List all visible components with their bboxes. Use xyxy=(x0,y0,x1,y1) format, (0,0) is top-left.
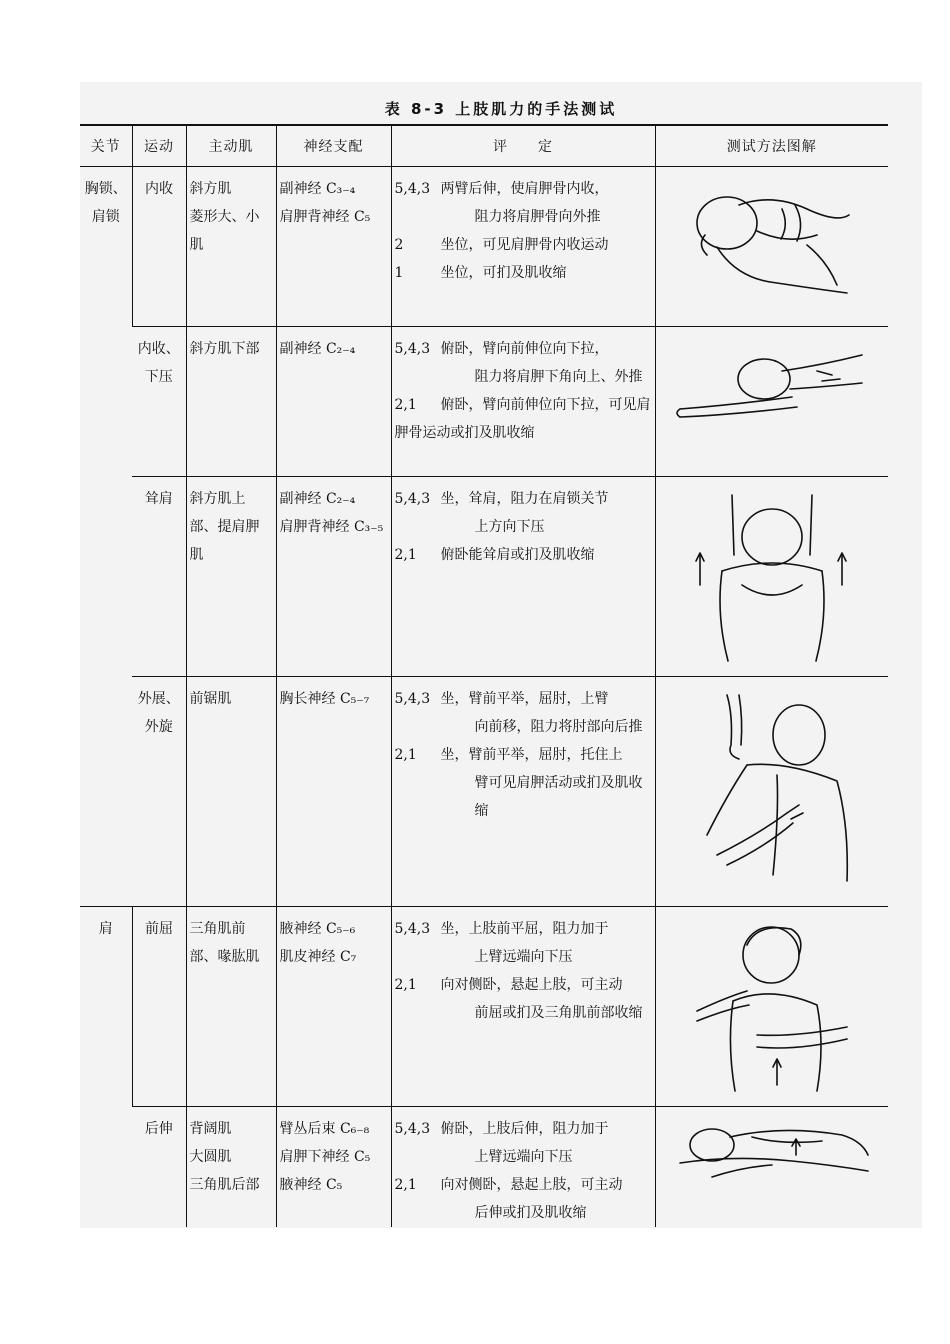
nerve-cell: 副神经 C₃₋₄ 肩胛背神经 C₅ xyxy=(276,167,391,327)
joint-cell: 肩 xyxy=(80,907,132,1228)
motion-cell: 外展、外旋 xyxy=(132,677,186,907)
grade-label: 2,1 xyxy=(394,977,417,993)
nerve-cell: 臂丛后束 C₆₋₈ 肩胛下神经 C₅ 腋神经 C₅ xyxy=(276,1107,391,1228)
illustration-cell xyxy=(655,1107,888,1228)
nerve-cell: 副神经 C₂₋₄ xyxy=(276,327,391,477)
header-prime-mover: 主动肌 xyxy=(186,125,276,167)
grade-label: 5,4,3 xyxy=(394,691,431,707)
header-evaluation: 评 定 xyxy=(391,125,655,167)
motion-cell: 耸肩 xyxy=(132,477,186,677)
evaluation-cell xyxy=(391,907,655,1107)
evaluation-text: 俯卧，臂向前伸位向下拉，可见肩胛骨运动或扪及肌收缩 xyxy=(394,397,651,441)
motion-cell: 内收 xyxy=(132,167,186,327)
muscle-test-table xyxy=(80,124,888,1227)
nerve-cell: 副神经 C₂₋₄ 肩胛背神经 C₃₋₅ xyxy=(276,477,391,677)
table-title: 表 8-3 上肢肌力的手法测试 xyxy=(384,100,618,118)
muscle-cell: 斜方肌 菱形大、小肌 xyxy=(186,167,276,327)
evaluation-cell xyxy=(391,1107,655,1228)
evaluation-text-cont: 上臂远端向下压 xyxy=(474,1149,573,1165)
illustration-cell xyxy=(655,327,888,477)
table-row xyxy=(80,1107,888,1228)
motion-cell: 后伸 xyxy=(132,1107,186,1228)
motion-cell: 前屈 xyxy=(132,907,186,1107)
serratus-test-illustration-icon xyxy=(687,685,857,885)
header-joint: 关节 xyxy=(80,125,132,167)
grade-label: 2 xyxy=(394,237,404,253)
muscle-cell: 前锯肌 xyxy=(186,677,276,907)
evaluation-text-cont: 臂可见肩胛活动或扪及肌收缩 xyxy=(474,775,643,819)
evaluation-text: 坐，臂前平举，屈肘，上臂 xyxy=(440,691,609,707)
evaluation-text-cont: 前屈或扪及三角肌前部收缩 xyxy=(474,1005,643,1021)
shoulder-shrug-illustration-icon xyxy=(692,485,852,665)
grade-label: 5,4,3 xyxy=(394,921,431,937)
grade-label: 5,4,3 xyxy=(394,491,431,507)
shoulder-extension-illustration-icon xyxy=(672,1115,872,1195)
grade-label: 5,4,3 xyxy=(394,181,431,197)
evaluation-text: 俯卧，臂向前伸位向下拉， xyxy=(440,341,609,357)
illustration-cell xyxy=(655,477,888,677)
table-row xyxy=(80,907,888,1107)
table-row xyxy=(80,327,888,477)
table-row xyxy=(80,677,888,907)
grade-label: 5,4,3 xyxy=(394,1121,431,1137)
evaluation-cell xyxy=(391,677,655,907)
evaluation-text: 俯卧能耸肩或扪及肌收缩 xyxy=(440,547,595,563)
table-row xyxy=(80,167,888,327)
table-header-row xyxy=(80,125,888,167)
nerve-cell: 腋神经 C₅₋₆ 肌皮神经 C₇ xyxy=(276,907,391,1107)
grade-label: 2,1 xyxy=(394,397,417,413)
evaluation-text-cont: 向前移，阻力将肘部向后推 xyxy=(474,719,643,735)
header-illustration: 测试方法图解 xyxy=(655,125,888,167)
evaluation-cell xyxy=(391,167,655,327)
evaluation-text-cont: 上方向下压 xyxy=(474,519,545,535)
evaluation-text-cont: 阻力将肩胛骨向外推 xyxy=(474,209,601,225)
prone-depression-illustration-icon xyxy=(672,335,872,455)
shoulder-flexion-illustration-icon xyxy=(687,915,857,1095)
evaluation-cell xyxy=(391,327,655,477)
evaluation-text: 两臂后伸，使肩胛骨内收， xyxy=(440,181,609,197)
evaluation-text: 坐，上肢前平屈，阻力加于 xyxy=(440,921,609,937)
nerve-cell: 胸长神经 C₅₋₇ xyxy=(276,677,391,907)
table-row xyxy=(80,477,888,677)
evaluation-text: 向对侧卧，悬起上肢，可主动 xyxy=(440,977,623,993)
illustration-cell xyxy=(655,167,888,327)
grade-label: 5,4,3 xyxy=(394,341,431,357)
grade-label: 2,1 xyxy=(394,1177,417,1193)
joint-cell: 胸锁、肩锁 xyxy=(84,181,127,225)
muscle-cell: 背阔肌 大圆肌 三角肌后部 xyxy=(186,1107,276,1228)
evaluation-text: 坐，耸肩，阻力在肩锁关节 xyxy=(440,491,609,507)
illustration-cell xyxy=(655,907,888,1107)
evaluation-text: 俯卧，上肢后伸，阻力加于 xyxy=(440,1121,609,1137)
muscle-cell: 斜方肌下部 xyxy=(186,327,276,477)
grade-label: 1 xyxy=(394,265,404,281)
muscle-cell: 斜方肌上部、提肩胛肌 xyxy=(186,477,276,677)
evaluation-text-cont: 阻力将肩胛下角向上、外推 xyxy=(474,369,643,385)
evaluation-text-cont: 后伸或扪及肌收缩 xyxy=(474,1205,587,1221)
grade-label: 2,1 xyxy=(394,747,417,763)
evaluation-text-cont: 上臂远端向下压 xyxy=(474,949,573,965)
grade-label: 2,1 xyxy=(394,547,417,563)
evaluation-text: 坐，臂前平举，屈肘，托住上 xyxy=(440,747,623,763)
header-innervation: 神经支配 xyxy=(276,125,391,167)
evaluation-cell xyxy=(391,477,655,677)
evaluation-text: 坐位，可见肩胛骨内收运动 xyxy=(440,237,609,253)
scapular-adduction-illustration-icon xyxy=(677,175,867,305)
evaluation-text: 坐位，可扪及肌收缩 xyxy=(440,265,567,281)
motion-cell: 内收、下压 xyxy=(132,327,186,477)
muscle-cell: 三角肌前部、喙肱肌 xyxy=(186,907,276,1107)
illustration-cell xyxy=(655,677,888,907)
evaluation-text: 向对侧卧，悬起上肢，可主动 xyxy=(440,1177,623,1193)
header-motion: 运动 xyxy=(132,125,186,167)
